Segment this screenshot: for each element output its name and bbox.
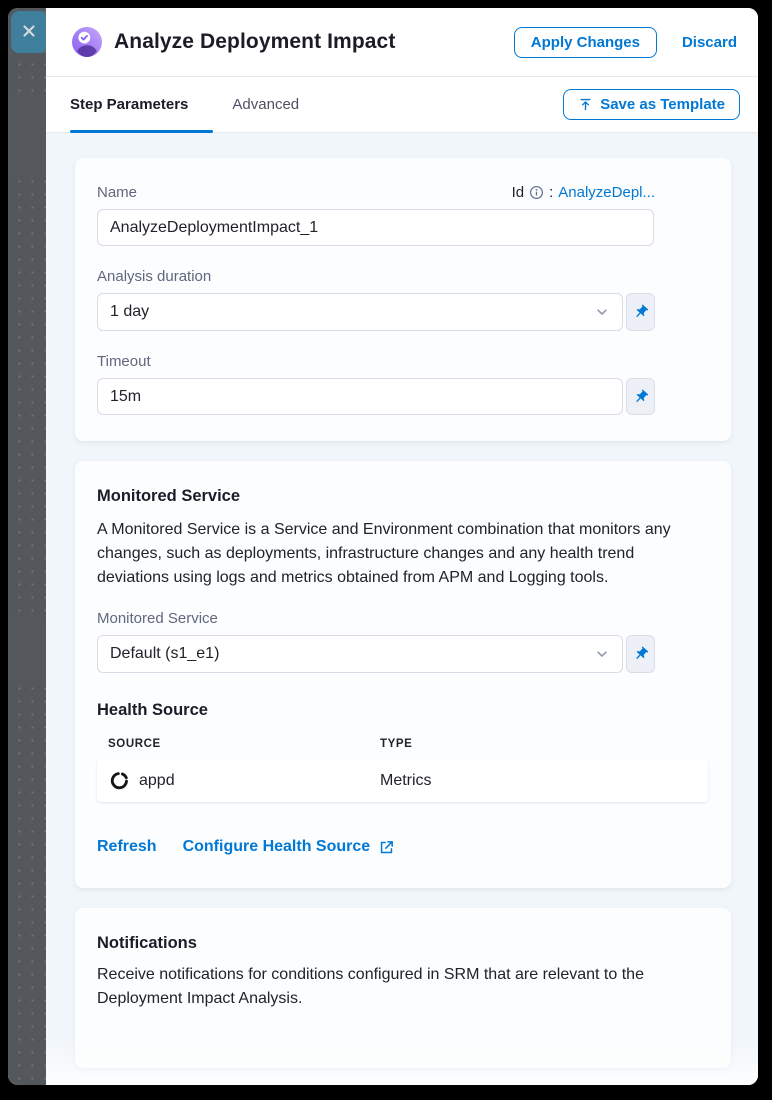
tab-advanced[interactable]: Advanced xyxy=(232,96,300,113)
health-source-type: Metrics xyxy=(380,771,432,789)
chevron-down-icon xyxy=(594,304,610,320)
id-separator: : xyxy=(549,184,554,201)
pin-runtime-input-button[interactable] xyxy=(626,635,655,673)
pipeline-canvas-strip xyxy=(8,8,46,1085)
discard-button[interactable]: Discard xyxy=(681,33,737,51)
step-config-drawer xyxy=(46,8,758,1085)
pin-runtime-input-button[interactable] xyxy=(626,293,655,331)
analysis-duration-label: Analysis duration xyxy=(97,268,212,285)
step-id-group xyxy=(512,184,655,201)
close-icon xyxy=(21,23,37,42)
step-config-drawer-window xyxy=(8,8,758,1085)
notifications-heading: Notifications xyxy=(97,934,197,952)
health-source-name: appd xyxy=(139,771,175,789)
pin-icon xyxy=(633,304,649,320)
pin-runtime-input-button[interactable] xyxy=(626,378,655,415)
canvas-node-block xyxy=(8,95,46,175)
page-title: Analyze Deployment Impact xyxy=(114,30,396,53)
close-drawer-button[interactable] xyxy=(11,11,46,53)
refresh-link[interactable]: Refresh xyxy=(97,838,157,855)
info-icon[interactable] xyxy=(529,185,544,200)
deployment-impact-step-icon xyxy=(72,27,102,57)
pin-icon xyxy=(633,646,649,662)
save-as-template-button[interactable]: Save as Template xyxy=(563,89,740,120)
tab-step-parameters[interactable]: Step Parameters xyxy=(70,96,189,113)
notifications-card xyxy=(75,908,731,1068)
monitored-service-select-label: Monitored Service xyxy=(97,610,218,627)
chevron-down-icon xyxy=(594,646,610,662)
timeout-label: Timeout xyxy=(97,353,151,370)
canvas-node-block xyxy=(8,618,46,680)
notifications-description: Receive notifications for conditions configured in SRM that are relevant to the Deployment Impact Analysis. xyxy=(97,966,644,1007)
timeout-input[interactable] xyxy=(97,378,623,415)
configure-health-source-link[interactable]: Configure Health Source xyxy=(183,838,396,856)
drawer-tabbar xyxy=(46,77,758,133)
appdynamics-icon xyxy=(110,771,129,790)
monitored-service-heading: Monitored Service xyxy=(97,487,241,505)
monitored-service-select[interactable]: Default (s1_e1) xyxy=(97,635,623,673)
health-source-table-header xyxy=(97,738,709,750)
name-label: Name xyxy=(97,184,138,201)
pin-icon xyxy=(633,389,649,405)
health-source-table-row[interactable] xyxy=(97,759,708,802)
name-input[interactable] xyxy=(97,209,654,246)
monitored-service-description: A Monitored Service is a Service and Environment combination that monitors any changes, such as deployments, infrastructure changes and any health trend deviations using logs and metrics obtained from APM and Logging tools. xyxy=(97,521,671,586)
id-label: Id xyxy=(511,184,525,201)
health-source-heading: Health Source xyxy=(97,701,208,719)
step-parameters-panel xyxy=(46,133,758,1085)
apply-changes-button[interactable]: Apply Changes xyxy=(514,27,657,58)
step-basics-card xyxy=(75,158,731,441)
save-template-upload-icon xyxy=(578,97,593,112)
column-header-source: SOURCE xyxy=(108,738,161,750)
drawer-header xyxy=(46,8,758,77)
column-header-type: TYPE xyxy=(380,738,413,750)
step-id-value[interactable]: AnalyzeDepl... xyxy=(558,184,655,201)
external-link-icon xyxy=(378,839,395,856)
monitored-service-card xyxy=(75,461,731,888)
analysis-duration-select[interactable]: 1 day xyxy=(97,293,623,331)
